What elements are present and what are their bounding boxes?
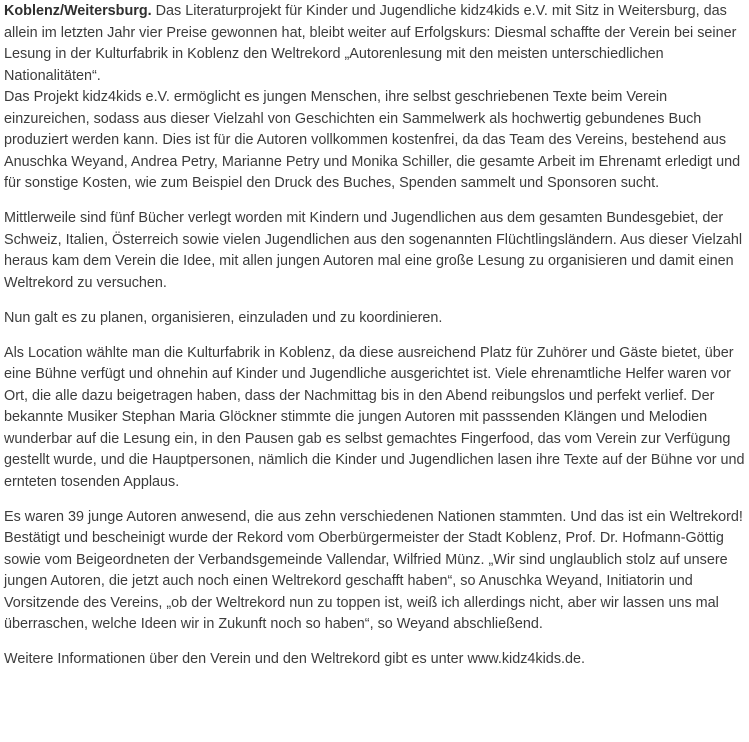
- project-description: Das Projekt kidz4kids e.V. ermöglicht es jungen Menschen, ihre selbst geschriebenen Texte beim Verein einzureichen, sodass aus dieser Vielzahl von Geschichten ein Sammelwerk als hochwertig gebundenes Buch produziert werden kann. Dies ist für die Autoren vollkommen kostenfrei, da das Team des Vereins, bestehend aus Anuschka Weyand, Andrea Petry, Marianne Petry und Monika Schiller, die gesamte Arbeit im Ehrenamt erledigt und für sonstige Kosten, wie zum Beispiel den Druck des Buches, Spenden sammelt und Sponsoren sucht.: [4, 89, 741, 191]
- paragraph-location: Als Location wählte man die Kulturfabrik in Koblenz, da diese ausreichend Platz für Zuhörer und Gäste bietet, über eine Bühne verfügt und ohnehin auf Kinder und Jugendliche ausgerichtet ist. Viele ehrenamtliche Helfer waren vor Ort, die alle dazu beigetragen haben, dass der Nachmittag bis in den Abend reibungslos und perfekt verlief. Der bekannte Musiker Stephan Maria Glöckner stimmte die jungen Autoren mit passsenden Klängen und Melodien wunderbar auf die Lesung ein, in den Pausen gab es selbst gemachtes Fingerfood, das vom Verein zur Verfügung gestellt wurde, und die Hauptpersonen, nämlich die Kinder und Jugendlichen lasen ihre Texte auf der Bühne vor und ernteten tosenden Applaus.: [4, 344, 745, 490]
- intro-text: Das Literaturprojekt für Kinder und Jugendliche kidz4kids e.V. mit Sitz in Weitersburg, das allein im letzten Jahr vier Preise gewonnen hat, bleibt weiter auf Erfolgskurs: Diesmal schaffte der Verein bei seiner Lesung in der Kulturfabrik in Koblenz den Weltrekord „Autorenlesung mit den meisten unterschiedlichen Nationalitäten“.: [4, 3, 737, 84]
- paragraph-more-info: Weitere Informationen über den Verein und den Weltrekord gibt es unter www.kidz4kids.de.: [4, 651, 586, 667]
- paragraph-planning: Nun galt es zu planen, organisieren, einzuladen und zu koordinieren.: [4, 309, 443, 326]
- paragraph-record: Es waren 39 junge Autoren anwesend, die aus zehn verschiedenen Nationen stammten. Und das ist ein Weltrekord! Bestätigt und bescheinigt wurde der Rekord vom Oberbürgermeister der Stadt Koblenz, Prof. Dr. Hofmann-Göttig sowie vom Beigeordneten der Verbandsgemeinde Vallendar, Wilfried Münz. „Wir sind unglaublich stolz auf unsere jungen Autoren, die jetzt auch noch einen Weltrekord geschafft haben“, so Anuschka Weyand, Initiatorin und Vorsitzende des Vereins, „ob der Weltrekord nun zu toppen ist, weiß ich allerdings nicht, aber wir lassen uns mal überraschen, welche Ideen wir in Zukunft noch so haben“, so Weyand abschließend.: [4, 508, 743, 632]
- paragraph-intro: [4, 1, 747, 195]
- article-body: [0, 1, 749, 671]
- paragraph-books: Mittlerweile sind fünf Bücher verlegt worden mit Kindern und Jugendlichen aus dem gesamten Bundesgebiet, der Schweiz, Italien, Österreich sowie vielen Jugendlichen aus den sogenannten Flüchtlingsländern. Aus dieser Vielzahl heraus kam dem Verein die Idee, mit allen jungen Autoren mal eine große Lesung zu organisieren und damit einen Weltrekord zu versuchen.: [4, 210, 743, 291]
- dateline: Koblenz/Weitersburg.: [4, 3, 152, 19]
